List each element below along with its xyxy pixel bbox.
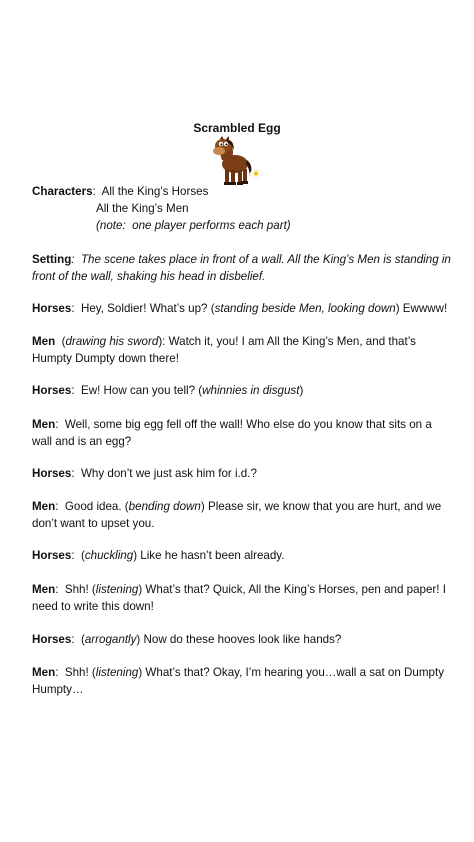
character-men: All the King’s Men	[96, 202, 189, 215]
stage-direction: listening	[95, 583, 139, 596]
characters-section: Characters: All the King’s Horses All the King’s Men (note: one player performs each part)	[32, 185, 291, 232]
line-text: Hey, Soldier! What’s up? (	[80, 302, 215, 315]
speaker-label: Horses	[32, 302, 72, 315]
speaker-label: Men	[32, 418, 56, 431]
line-text: ) What’s that? Quick, All the King’s Horses, pen and paper! I need to write this down!	[32, 583, 446, 613]
line-text: ) Please sir, we know that you are hurt, and we don’t want to upset you.	[32, 500, 442, 530]
dialogue-line: Horses: Why don’t we just ask him for i.d.?	[32, 467, 257, 480]
dialogue-line: Horses: Ew! How can you tell? (whinnies in disgust)	[32, 384, 304, 397]
line-text: Shh! (	[64, 583, 96, 596]
setting-label: Setting	[32, 253, 72, 266]
line-text: Ew! How can you tell? (	[80, 384, 203, 397]
stage-direction: chuckling	[84, 549, 134, 562]
speaker-label: Men	[32, 335, 56, 348]
line-text: (	[80, 549, 85, 562]
speaker-label: Horses	[32, 384, 72, 397]
setting-section: Setting: The scene takes place in front of a wall. All the King’s Men is standing in front of the wall, shaking his head in disbelief.	[32, 253, 451, 283]
stage-direction: arrogantly	[84, 633, 137, 646]
speaker-label: Men	[32, 500, 56, 513]
speaker-label: Men	[32, 583, 56, 596]
line-text: )	[299, 384, 304, 397]
dialogue-line	[32, 333, 452, 367]
note-label: note:	[99, 219, 126, 232]
dialogue-line: Men: Shh! (listening) What’s that? Okay, I’m hearing you…wall a sat on Dumpty Humpty…	[32, 666, 444, 696]
dialogue-line: Horses: (arrogantly) Now do these hooves look like hands?	[32, 633, 342, 646]
horse-and-egg-illustration	[208, 136, 264, 186]
line-text: ) What’s that? Okay, I’m hearing you…wall a sat on Dumpty Humpty…	[32, 666, 444, 696]
line-text: ) Ewwww!	[395, 302, 448, 315]
dialogue-line: Men: Well, some big egg fell off the wall! Who else do you know that sits on a wall and is an egg?	[32, 418, 432, 448]
dialogue-line: Men: Good idea. (bending down) Please sir, we know that you are hurt, and we don’t want to upset you.	[32, 500, 442, 530]
line-text: ): Watch it, you! I am All the King’s Men, and that’s Humpty Dumpty down there!	[32, 335, 416, 365]
dialogue-line: Horses: Hey, Soldier! What’s up? (standing beside Men, looking down) Ewwww!	[32, 302, 448, 315]
stage-direction: drawing his sword	[65, 335, 159, 348]
line-text: (	[61, 335, 66, 348]
line-text: (	[80, 633, 85, 646]
speaker-label: Horses	[32, 549, 72, 562]
speaker-label: Men	[32, 666, 56, 679]
stage-direction: bending down	[128, 500, 201, 513]
characters-label: Characters	[32, 185, 93, 198]
stage-direction: listening	[95, 666, 139, 679]
speaker-label: Horses	[32, 633, 72, 646]
speaker-label: Horses	[32, 467, 72, 480]
line-text: Well, some big egg fell off the wall! Who else do you know that sits on a wall and is an egg?	[32, 418, 432, 448]
dialogue-line: Horses: (chuckling) Like he hasn’t been already.	[32, 549, 285, 562]
line-text: Why don’t we just ask him for i.d.?	[80, 467, 257, 480]
line-text: ) Like he hasn’t been already.	[133, 549, 285, 562]
stage-direction: whinnies in disgust	[202, 384, 300, 397]
line-text: Shh! (	[64, 666, 96, 679]
stage-direction: standing beside Men, looking down	[214, 302, 396, 315]
dialogue-line: Men: Shh! (listening) What’s that? Quick, All the King’s Horses, pen and paper! I need to write this down!	[32, 583, 446, 613]
setting-text: The scene takes place in front of a wall. All the King’s Men is standing in front of the wall, shaking his head in disbelief.	[32, 253, 451, 283]
line-text: ) Now do these hooves look like hands?	[136, 633, 342, 646]
page-title: Scrambled Egg	[193, 121, 281, 135]
note-text: one player performs each part	[132, 219, 287, 232]
line-text: Good idea. (	[64, 500, 129, 513]
character-horses: All the King’s Horses	[101, 185, 209, 198]
